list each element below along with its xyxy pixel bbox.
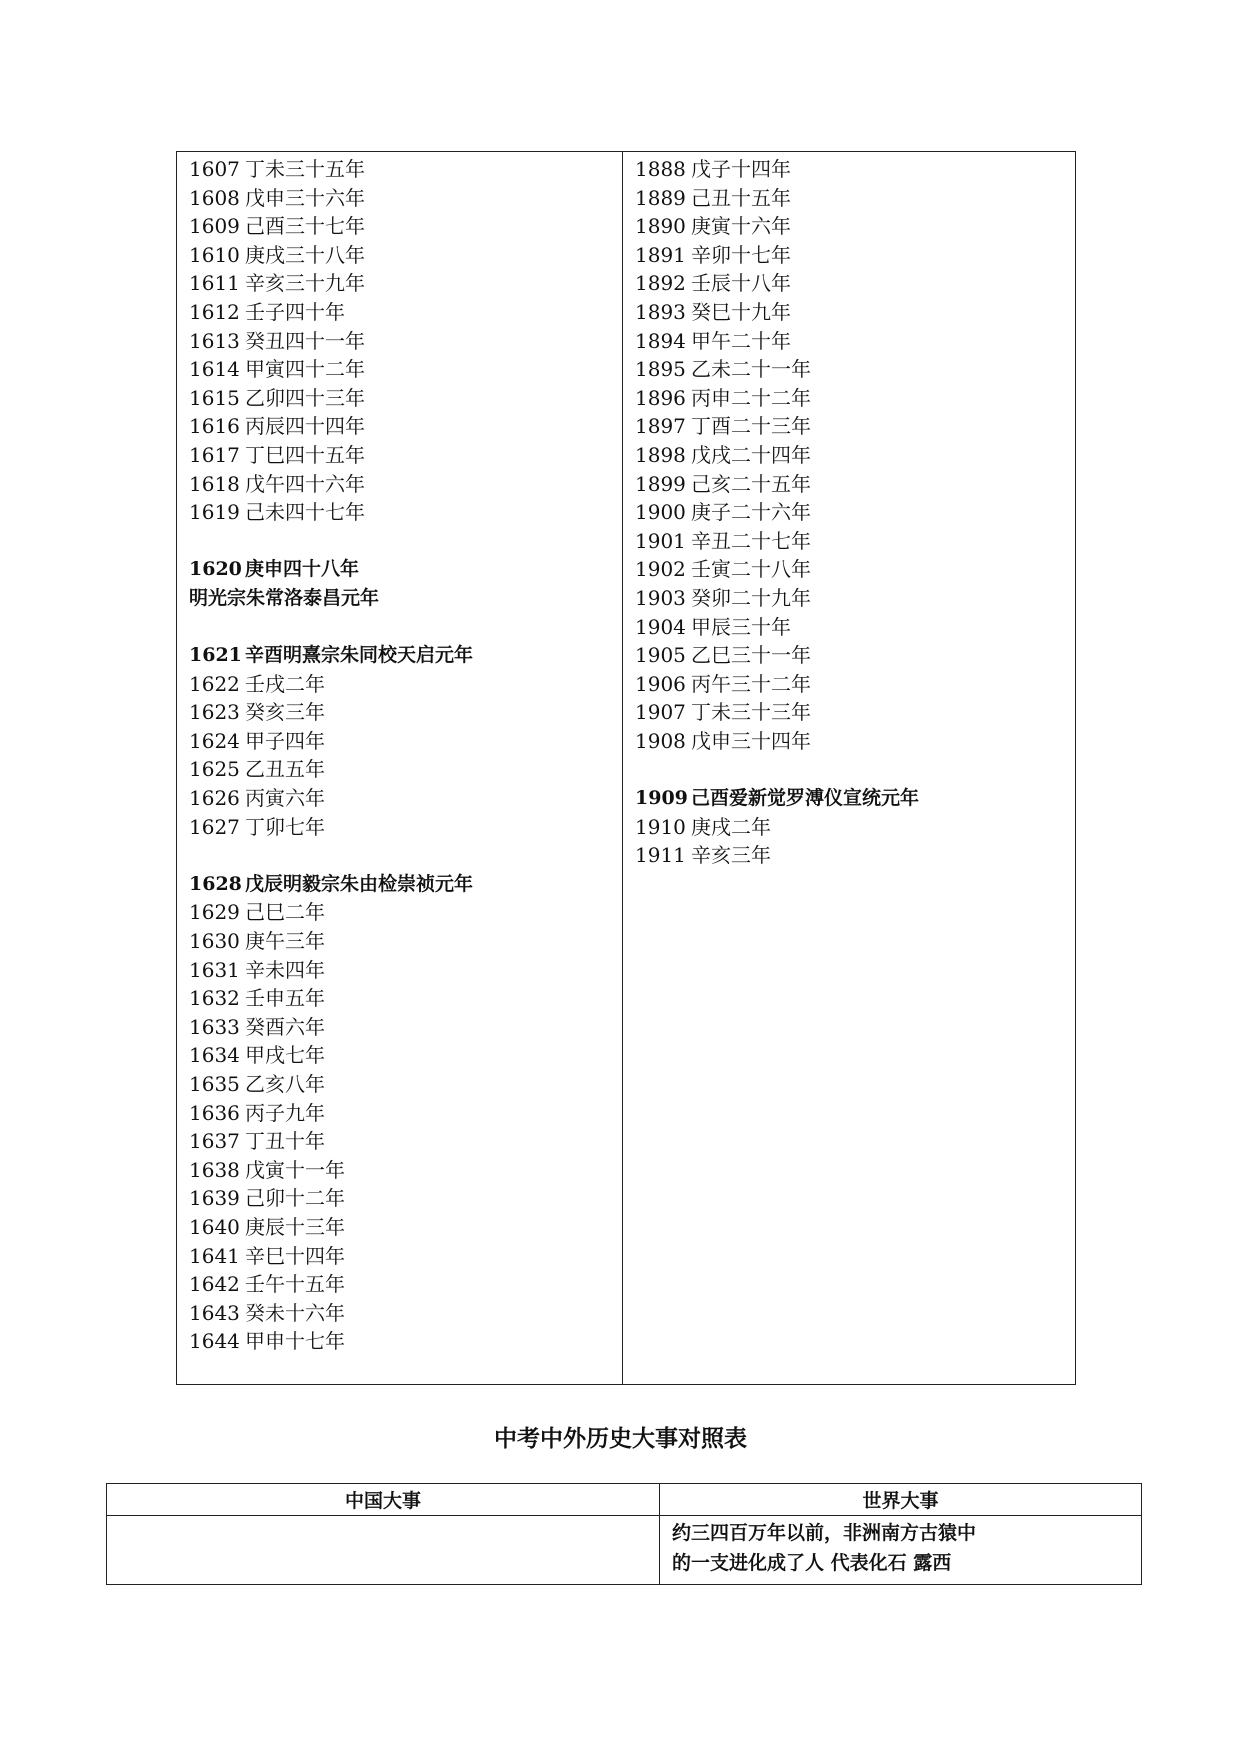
year-text: 己卯十二年 [245, 1186, 345, 1211]
year-number: 1618 [189, 471, 240, 496]
year-text: 癸巳十九年 [691, 299, 791, 324]
year-text: 辛卯十七年 [691, 242, 791, 267]
year-text: 壬辰十八年 [691, 271, 791, 296]
year-text: 丁丑十年 [245, 1129, 325, 1154]
year-text: 甲申十七年 [245, 1329, 345, 1354]
year-entry [635, 212, 1075, 241]
china-event-cell [107, 1516, 660, 1585]
year-number: 1624 [189, 728, 240, 753]
page-title: 中考中外历史大事对照表 [494, 1426, 747, 1452]
year-entry [635, 241, 1075, 270]
spacer [189, 841, 622, 870]
year-text: 己酉三十七年 [245, 214, 365, 239]
year-text: 戊申三十六年 [245, 185, 365, 210]
year-number: 1634 [189, 1043, 240, 1068]
year-entry [189, 155, 622, 184]
year-number: 1610 [189, 242, 240, 267]
events-body [107, 1516, 1142, 1585]
events-table [106, 1483, 1142, 1585]
year-entry [189, 269, 622, 298]
year-number: 1905 [635, 643, 686, 668]
year-number: 1906 [635, 671, 686, 696]
year-text: 庚辰十三年 [245, 1214, 345, 1239]
year-number: 1611 [189, 271, 240, 296]
year-number: 1900 [635, 500, 686, 525]
year-text: 辛丑二十七年 [691, 528, 811, 553]
year-number: 1891 [635, 242, 686, 267]
year-text: 辛亥三年 [691, 843, 771, 868]
world-event-text: 约三四百万年以前，非洲南方古猿中 [672, 1522, 977, 1544]
year-text: 丁未三十三年 [691, 700, 811, 725]
year-entry [635, 584, 1075, 613]
year-number: 1902 [635, 557, 686, 582]
year-text: 乙亥八年 [245, 1072, 325, 1096]
year-number: 1622 [189, 671, 240, 696]
year-entry [189, 727, 622, 756]
year-text: 壬申五年 [245, 986, 325, 1011]
year-entry [189, 327, 622, 356]
year-text: 辛未四年 [245, 957, 325, 982]
year-number: 1897 [635, 414, 686, 439]
year-entry [189, 1041, 622, 1070]
year-number: 1893 [635, 299, 686, 324]
year-text: 庚戌二年 [691, 814, 771, 839]
year-number: 1613 [189, 328, 240, 353]
year-entry [189, 670, 622, 699]
year-number: 1895 [635, 357, 686, 382]
year-text: 癸卯二十九年 [691, 585, 811, 610]
year-number: 1901 [635, 528, 686, 553]
year-entry [635, 613, 1075, 642]
year-entry [635, 527, 1075, 556]
year-text: 丙申二十二年 [691, 385, 811, 410]
era-entry [189, 584, 622, 613]
year-number: 1909 [635, 787, 688, 810]
year-text: 乙卯四十三年 [245, 385, 365, 410]
year-entry [189, 355, 622, 384]
year-number: 1904 [635, 614, 686, 639]
year-entry [189, 1099, 622, 1128]
year-text: 戊戌二十四年 [691, 442, 811, 467]
year-text: 丁酉二十三年 [691, 414, 811, 439]
year-text: 甲辰三十年 [691, 614, 791, 639]
header-china-events: 中国大事 [107, 1484, 660, 1516]
era-entry [189, 555, 622, 584]
year-text: 甲寅四十二年 [245, 357, 365, 382]
spacer [189, 527, 622, 556]
year-number: 1628 [189, 872, 242, 895]
year-entry [635, 841, 1075, 870]
year-entry [189, 298, 622, 327]
year-text: 壬寅二十八年 [691, 557, 811, 582]
year-number: 1638 [189, 1157, 240, 1182]
year-text: 癸未十六年 [245, 1300, 345, 1325]
year-text: 戊午四十六年 [245, 471, 365, 496]
year-entry [635, 355, 1075, 384]
year-number: 1626 [189, 786, 240, 811]
events-header-row [107, 1484, 1142, 1516]
year-number: 1625 [189, 757, 240, 782]
era-entry [189, 870, 622, 899]
year-number: 1616 [189, 414, 240, 439]
year-number: 1608 [189, 185, 240, 210]
year-entry [189, 755, 622, 784]
events-row [107, 1516, 1142, 1585]
year-text: 丙寅六年 [245, 786, 325, 811]
year-text: 乙巳三十一年 [691, 643, 811, 668]
year-column-right [623, 152, 1075, 1384]
year-text: 戊寅十一年 [245, 1157, 345, 1182]
year-text: 明光宗朱常洛泰昌元年 [189, 586, 380, 609]
year-number: 1637 [189, 1129, 240, 1154]
year-entry [635, 555, 1075, 584]
year-number: 1633 [189, 1014, 240, 1039]
year-number: 1892 [635, 271, 686, 296]
year-text: 丁卯七年 [245, 814, 325, 839]
year-number: 1903 [635, 585, 686, 610]
year-entry [635, 698, 1075, 727]
year-text: 戊申三十四年 [691, 728, 811, 753]
year-entry [189, 441, 622, 470]
world-event-cell [660, 1516, 1142, 1585]
year-number: 1629 [189, 900, 240, 925]
year-entry [189, 212, 622, 241]
year-text: 甲午二十年 [691, 328, 791, 353]
year-number: 1623 [189, 700, 240, 725]
year-text: 己巳二年 [245, 900, 325, 925]
year-number: 1641 [189, 1243, 240, 1268]
year-number: 1620 [189, 558, 242, 581]
year-number: 1619 [189, 500, 240, 525]
year-entry [189, 1270, 622, 1299]
year-text: 戊子十四年 [691, 157, 791, 181]
year-text: 辛亥三十九年 [245, 271, 365, 296]
year-number: 1615 [189, 385, 240, 410]
year-entry [635, 813, 1075, 842]
year-number: 1907 [635, 700, 686, 725]
year-number: 1642 [189, 1272, 240, 1297]
year-entry [189, 813, 622, 842]
year-number: 1635 [189, 1072, 240, 1096]
year-text: 甲戌七年 [245, 1043, 325, 1068]
year-text: 丙午三十二年 [691, 671, 811, 696]
year-entry [189, 698, 622, 727]
year-table [176, 151, 1076, 1385]
year-number: 1888 [635, 157, 686, 181]
year-number: 1609 [189, 214, 240, 239]
year-number: 1910 [635, 814, 686, 839]
year-text: 丙辰四十四年 [245, 414, 365, 439]
year-number: 1894 [635, 328, 686, 353]
year-entry [189, 1013, 622, 1042]
year-entry [189, 1184, 622, 1213]
year-entry [635, 184, 1075, 213]
year-entry [189, 384, 622, 413]
year-entry [189, 1242, 622, 1271]
year-number: 1614 [189, 357, 240, 382]
year-entry [635, 269, 1075, 298]
year-entry [635, 155, 1075, 184]
year-number: 1636 [189, 1100, 240, 1125]
year-text: 己丑十五年 [691, 185, 791, 210]
year-column-left [177, 152, 623, 1384]
spacer [189, 613, 622, 642]
year-number: 1640 [189, 1214, 240, 1239]
year-text: 癸丑四十一年 [245, 328, 365, 353]
year-text: 乙未二十一年 [691, 357, 811, 382]
year-text: 己亥二十五年 [691, 471, 811, 496]
year-entry [635, 641, 1075, 670]
year-number: 1627 [189, 814, 240, 839]
year-text: 壬戌二年 [245, 671, 325, 696]
year-text: 庚戌三十八年 [245, 242, 365, 267]
year-text: 庚子二十六年 [691, 500, 811, 525]
year-entry [189, 1156, 622, 1185]
year-number: 1643 [189, 1300, 240, 1325]
year-number: 1631 [189, 957, 240, 982]
year-entry [635, 441, 1075, 470]
year-entry [189, 1299, 622, 1328]
year-entry [189, 470, 622, 499]
year-entry [189, 184, 622, 213]
year-text: 辛巳十四年 [245, 1243, 345, 1268]
year-text: 己酉爱新觉罗溥仪宣统元年 [691, 787, 920, 810]
year-entry [189, 1070, 622, 1099]
year-text: 甲子四年 [245, 728, 325, 753]
year-entry [635, 670, 1075, 699]
year-text: 壬子四十年 [245, 299, 345, 324]
year-entry [189, 1127, 622, 1156]
year-text: 己未四十七年 [245, 500, 365, 525]
year-number: 1644 [189, 1329, 240, 1354]
year-text: 庚寅十六年 [691, 214, 791, 239]
year-number: 1908 [635, 728, 686, 753]
year-number: 1899 [635, 471, 686, 496]
year-number: 1639 [189, 1186, 240, 1211]
year-text: 乙丑五年 [245, 757, 325, 782]
header-world-events: 世界大事 [660, 1484, 1142, 1516]
year-number: 1632 [189, 986, 240, 1011]
year-entry [635, 298, 1075, 327]
year-text: 辛酉明熹宗朱同校天启元年 [245, 644, 474, 667]
spacer [635, 755, 1075, 784]
year-text: 丁巳四十五年 [245, 442, 365, 467]
year-entry [635, 412, 1075, 441]
year-entry [189, 927, 622, 956]
era-entry [635, 784, 1075, 813]
year-text: 丙子九年 [245, 1100, 325, 1125]
year-number: 1890 [635, 214, 686, 239]
year-text: 癸酉六年 [245, 1014, 325, 1039]
year-text: 戊辰明毅宗朱由检崇祯元年 [245, 872, 474, 895]
year-text: 丁未三十五年 [245, 157, 365, 181]
year-entry [635, 384, 1075, 413]
year-number: 1617 [189, 442, 240, 467]
year-entry [189, 241, 622, 270]
year-entry [189, 898, 622, 927]
year-entry [189, 784, 622, 813]
year-entry [189, 1327, 622, 1356]
year-number: 1607 [189, 157, 240, 181]
year-text: 庚午三年 [245, 929, 325, 954]
year-text: 癸亥三年 [245, 700, 325, 725]
year-entry [635, 327, 1075, 356]
world-event-text: 的一支进化成了人 代表化石 露西 [672, 1552, 952, 1574]
year-entry [189, 956, 622, 985]
year-entry [635, 470, 1075, 499]
year-entry [189, 412, 622, 441]
year-entry [189, 984, 622, 1013]
year-number: 1898 [635, 442, 686, 467]
year-number: 1896 [635, 385, 686, 410]
year-text: 壬午十五年 [245, 1272, 345, 1297]
year-number: 1889 [635, 185, 686, 210]
year-text: 庚申四十八年 [245, 558, 360, 581]
year-entry [635, 727, 1075, 756]
era-entry [189, 641, 622, 670]
year-number: 1612 [189, 299, 240, 324]
year-entry [635, 498, 1075, 527]
year-number: 1621 [189, 644, 242, 667]
year-entry [189, 498, 622, 527]
year-entry [189, 1213, 622, 1242]
year-number: 1911 [635, 843, 686, 868]
year-number: 1630 [189, 929, 240, 954]
